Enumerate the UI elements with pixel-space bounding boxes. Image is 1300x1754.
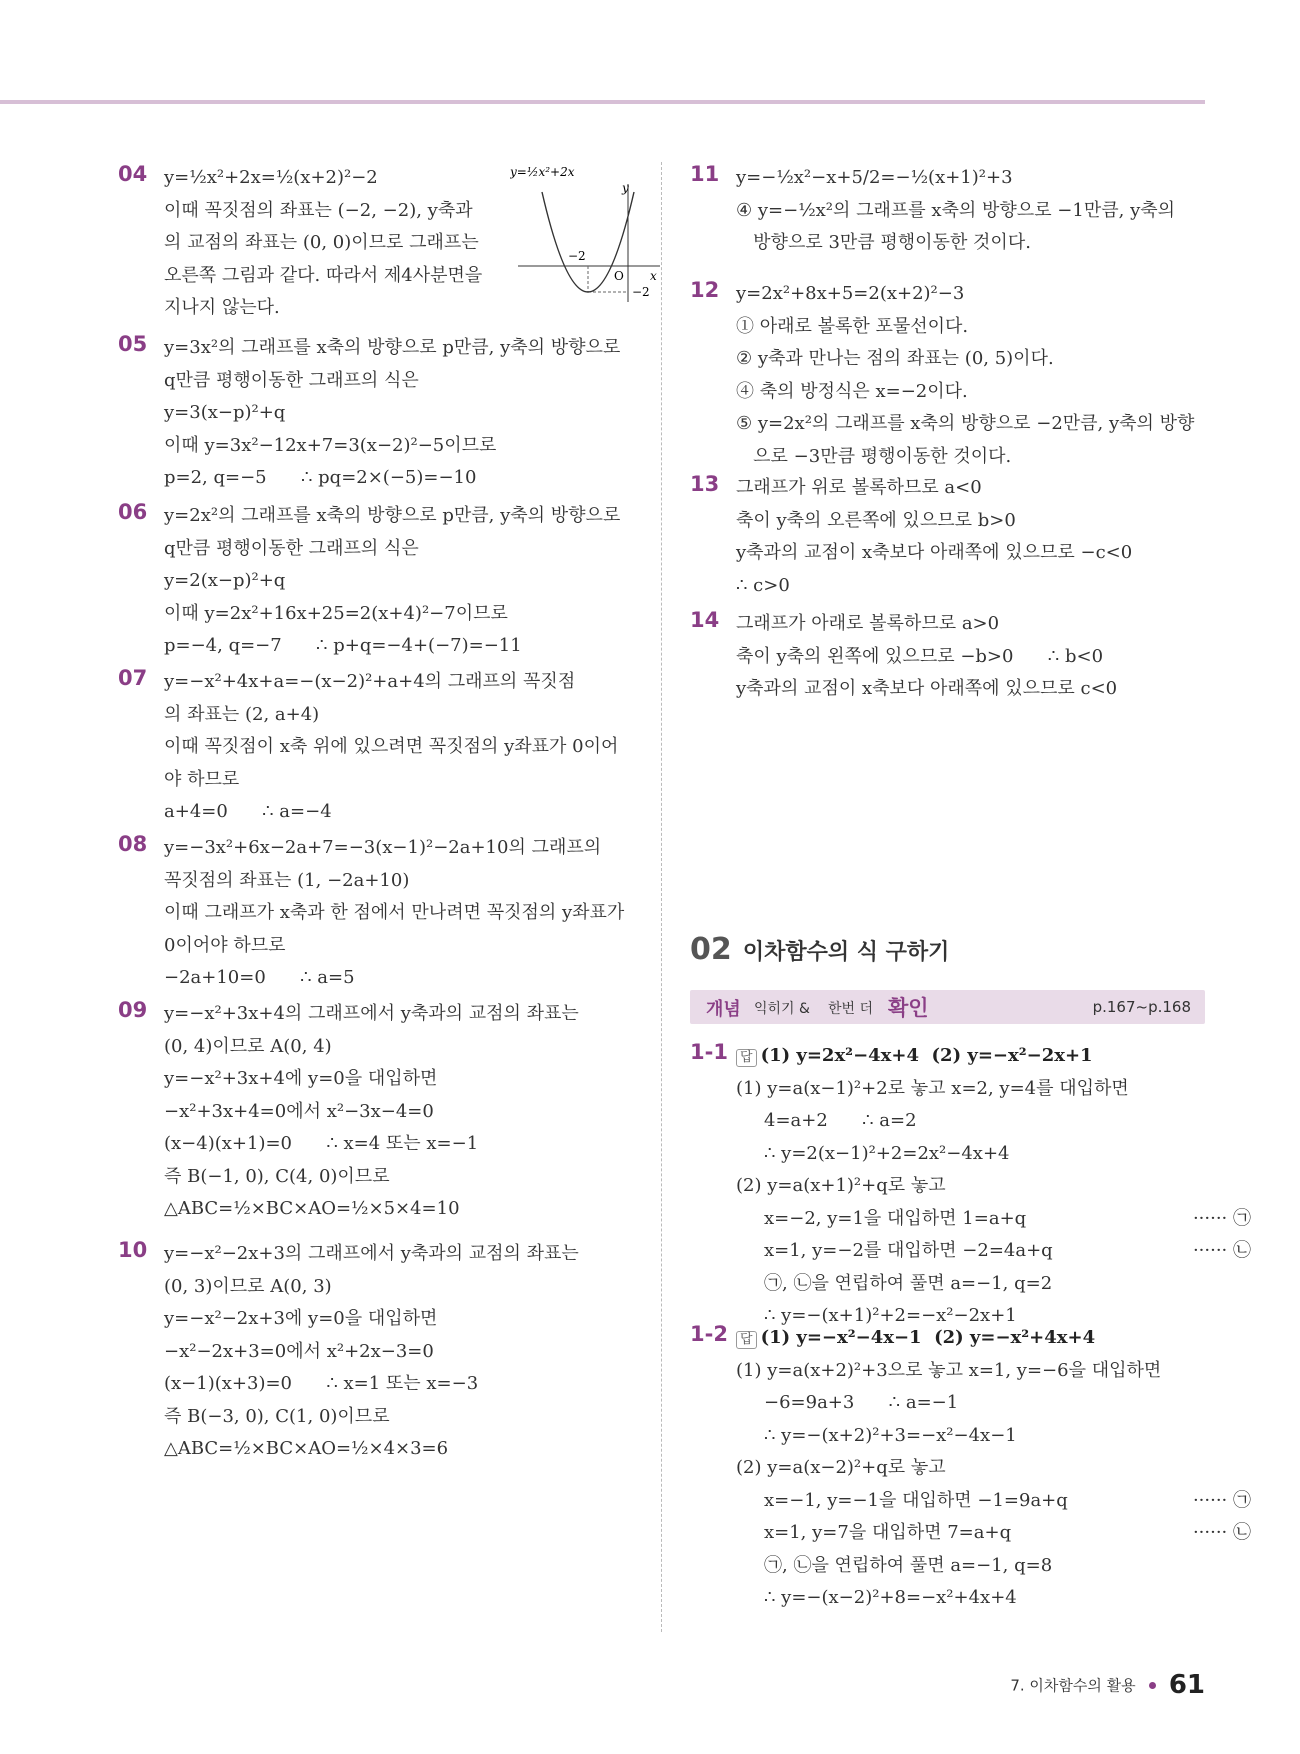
graph-y-label: y — [622, 181, 629, 195]
graph-origin: O — [614, 269, 624, 283]
section-title: 이차함수의 식 구하기 — [742, 940, 950, 965]
solution-line: y축과의 교점이 x축보다 아래쪽에 있으므로 c<0 — [736, 678, 1118, 699]
problem-05 — [118, 332, 684, 495]
solution-text: x=1, y=7을 대입하면 7=a+q — [764, 1522, 1012, 1543]
equation-marker: ······ ㉡ — [1192, 1522, 1251, 1543]
banner-check: 확인 — [888, 996, 929, 1020]
solution-line: 축이 y축의 왼쪽에 있으므로 −b>0 ∴ b<0 — [736, 645, 1104, 667]
solution-line: y=½x²+2x=½(x+2)²−2 — [164, 167, 378, 188]
solution-text: ∴ y=−(x−2)²+8=−x²+4x+4 — [764, 1587, 1017, 1608]
equation-marker: ······ ㉡ — [1192, 1240, 1251, 1261]
solution-line: 이때 그래프가 x축과 한 점에서 만나려면 꼭짓점의 y좌표가 — [164, 902, 625, 923]
problem-number: 10 — [118, 1238, 148, 1262]
solution-line: ⑤ y=2x²의 그래프를 x축의 방향으로 −2만큼, y축의 방향 — [736, 413, 1195, 434]
footer-dot — [1149, 1682, 1156, 1689]
solution-line: (x−4)(x+1)=0 ∴ x=4 또는 x=−1 — [164, 1133, 479, 1154]
solution-line — [736, 1235, 1251, 1268]
header-rule — [0, 100, 1205, 104]
solution-line: 으로 −3만큼 평행이동한 것이다. — [736, 445, 1012, 467]
solution-line: ① 아래로 볼록한 포물선이다. — [736, 315, 969, 337]
solution-text: ∴ y=−(x+2)²+3=−x²−4x−1 — [764, 1424, 1017, 1446]
solution-line: (0, 4)이므로 A(0, 4) — [164, 1035, 332, 1057]
problem-number: 06 — [118, 500, 148, 524]
solution-line — [736, 1485, 1251, 1518]
problem-number: 13 — [690, 472, 720, 496]
solution-text: 4=a+2 ∴ a=2 — [764, 1110, 917, 1131]
problem-06 — [118, 500, 684, 663]
banner-pages: p.167~p.168 — [1092, 998, 1191, 1016]
problem-07 — [118, 666, 684, 829]
banner-again: 한번 더 — [828, 1001, 874, 1017]
solution-line — [736, 1582, 1251, 1615]
solution-text: x=1, y=−2를 대입하면 −2=4a+q — [764, 1240, 1053, 1261]
graph-y-tick: −2 — [632, 285, 650, 299]
solution-text: −6=9a+3 ∴ a=−1 — [764, 1392, 959, 1413]
solution-line: p=−4, q=−7 ∴ p+q=−4+(−7)=−11 — [164, 635, 522, 656]
problem-number: 08 — [118, 832, 148, 856]
solution-line — [736, 1517, 1251, 1550]
problem-10 — [118, 1238, 684, 1466]
solution-line — [736, 1268, 1251, 1301]
solution-line — [736, 1170, 1251, 1203]
solution-line: 즉 B(−3, 0), C(1, 0)이므로 — [164, 1405, 390, 1427]
problem-number: 04 — [118, 162, 148, 186]
solution-text: x=−2, y=1을 대입하면 1=a+q — [764, 1207, 1027, 1229]
solution-text: (1) y=a(x−1)²+2로 놓고 x=2, y=4를 대입하면 — [736, 1077, 1129, 1099]
problem-12 — [690, 278, 1251, 473]
graph-x-tick: −2 — [568, 249, 586, 263]
solution-line — [736, 1203, 1251, 1236]
problem-number: 09 — [118, 998, 148, 1022]
solution-line: q만큼 평행이동한 그래프의 식은 — [164, 369, 419, 391]
graph-equation: y=½x²+2x — [510, 165, 575, 179]
solution-line: 축이 y축의 오른쪽에 있으므로 b>0 — [736, 509, 1016, 531]
solution-line: y=−x²−2x+3의 그래프에서 y축과의 교점의 좌표는 — [164, 1243, 579, 1264]
solution-line: ④ 축의 방정식은 x=−2이다. — [736, 380, 968, 402]
solution-line: y=2x²+8x+5=2(x+2)²−3 — [736, 283, 965, 304]
solution-line — [736, 1452, 1251, 1485]
solution-line: y=−3x²+6x−2a+7=−3(x−1)²−2a+10의 그래프의 — [164, 837, 602, 858]
solution-line — [736, 1105, 1251, 1138]
solution-text: ㉠, ㉡을 연립하여 풀면 a=−1, q=2 — [764, 1272, 1053, 1294]
solution-line: y=2(x−p)²+q — [164, 570, 286, 591]
solution-text: x=−1, y=−1을 대입하면 −1=9a+q — [764, 1489, 1068, 1511]
section-number: 02 — [690, 932, 732, 967]
solution-line: △ABC=½×BC×AO=½×5×4=10 — [164, 1198, 460, 1219]
solution-line: 이때 y=3x²−12x+7=3(x−2)²−5이므로 — [164, 434, 497, 456]
page-footer — [1010, 1670, 1205, 1700]
solution-line: y=−x²+4x+a=−(x−2)²+a+4의 그래프의 꼭짓점 — [164, 671, 576, 692]
solution-line: 지나지 않는다. — [164, 297, 280, 318]
solution-line: p=2, q=−5 ∴ pq=2×(−5)=−10 — [164, 467, 477, 488]
solution-line: 야 하므로 — [164, 768, 240, 790]
solution-line: y=2x²의 그래프를 x축의 방향으로 p만큼, y축의 방향으로 — [164, 505, 621, 526]
solution-line: ② y축과 만나는 점의 좌표는 (0, 5)이다. — [736, 348, 1054, 369]
solution-line: 즉 B(−1, 0), C(4, 0)이므로 — [164, 1165, 390, 1187]
answer-number: 1-2 — [690, 1322, 728, 1346]
problem-14 — [690, 608, 1251, 706]
solution-line: 꼭짓점의 좌표는 (1, −2a+10) — [164, 869, 410, 891]
solution-line: 방향으로 3만큼 평행이동한 것이다. — [736, 232, 1031, 253]
banner-concept: 개념 — [706, 999, 741, 1020]
answer-text: (1) y=−x²−4x−1 (2) y=−x²+4x+4 — [760, 1327, 1096, 1348]
solution-line: 의 교점의 좌표는 (0, 0)이므로 그래프는 — [164, 232, 479, 253]
solution-line — [736, 1420, 1251, 1453]
solution-line — [736, 1138, 1251, 1171]
equation-marker: ······ ㉠ — [1192, 1489, 1251, 1511]
answer-line — [736, 1322, 1251, 1355]
parabola-graph — [510, 162, 660, 307]
solution-line — [736, 1550, 1251, 1583]
answer-tag: 답 — [736, 1049, 757, 1067]
solution-line: 그래프가 아래로 볼록하므로 a>0 — [736, 613, 1000, 634]
problem-11 — [690, 162, 1251, 260]
problem-number: 11 — [690, 162, 720, 186]
solution-line — [736, 1073, 1251, 1106]
solution-line: 이때 y=2x²+16x+25=2(x+4)²−7이므로 — [164, 602, 508, 624]
solution-line — [736, 1387, 1251, 1420]
solution-line: −x²−2x+3=0에서 x²+2x−3=0 — [164, 1340, 434, 1362]
equation-marker: ······ ㉠ — [1192, 1207, 1251, 1229]
graph-x-label: x — [650, 269, 657, 283]
solution-line: y=−x²−2x+3에 y=0을 대입하면 — [164, 1308, 438, 1329]
solution-text: (2) y=a(x−2)²+q로 놓고 — [736, 1457, 946, 1478]
solution-text: ㉠, ㉡을 연립하여 풀면 a=−1, q=8 — [764, 1554, 1053, 1576]
solution-line: 오른쪽 그림과 같다. 따라서 제4사분면을 — [164, 264, 483, 286]
answer-line — [736, 1040, 1251, 1073]
solution-line — [736, 1355, 1251, 1388]
solution-line: y축과의 교점이 x축보다 아래쪽에 있으므로 −c<0 — [736, 542, 1133, 563]
solution-text: (2) y=a(x+1)²+q로 놓고 — [736, 1175, 946, 1196]
solution-line: y=−x²+3x+4의 그래프에서 y축과의 교점의 좌표는 — [164, 1003, 579, 1024]
answer-1-1 — [690, 1040, 1251, 1333]
solution-line: 의 좌표는 (2, a+4) — [164, 703, 320, 725]
solution-line: (0, 3)이므로 A(0, 3) — [164, 1275, 332, 1297]
problem-number: 14 — [690, 608, 720, 632]
problem-09 — [118, 998, 684, 1226]
solution-line: ∴ c>0 — [736, 574, 790, 596]
problem-number: 12 — [690, 278, 720, 302]
banner-learn: 익히기 & — [754, 1001, 810, 1017]
solution-text: (1) y=a(x+2)²+3으로 놓고 x=1, y=−6을 대입하면 — [736, 1359, 1162, 1381]
answer-1-2 — [690, 1322, 1251, 1615]
answer-text: (1) y=2x²−4x+4 (2) y=−x²−2x+1 — [760, 1045, 1093, 1066]
solution-line: 그래프가 위로 볼록하므로 a<0 — [736, 477, 982, 498]
solution-line: −x²+3x+4=0에서 x²−3x−4=0 — [164, 1100, 434, 1122]
solution-line: (x−1)(x+3)=0 ∴ x=1 또는 x=−3 — [164, 1373, 479, 1394]
solution-text: ∴ y=2(x−1)²+2=2x²−4x+4 — [764, 1142, 1010, 1164]
solution-text: ∴ y=−(x+1)²+2=−x²−2x+1 — [764, 1305, 1017, 1326]
footer-chapter: 7. 이차함수의 활용 — [1010, 1676, 1136, 1695]
solution-line: y=3x²의 그래프를 x축의 방향으로 p만큼, y축의 방향으로 — [164, 337, 621, 358]
section-heading — [690, 932, 1210, 982]
solution-line: −2a+10=0 ∴ a=5 — [164, 967, 355, 988]
solution-line: 0이어야 하므로 — [164, 934, 286, 956]
solution-line: a+4=0 ∴ a=−4 — [164, 801, 332, 822]
solution-line: ④ y=−½x²의 그래프를 x축의 방향으로 −1만큼, y축의 — [736, 199, 1176, 221]
answer-number: 1-1 — [690, 1040, 728, 1064]
problem-13 — [690, 472, 1251, 602]
concept-banner — [690, 990, 1205, 1024]
solution-line: △ABC=½×BC×AO=½×4×3=6 — [164, 1438, 449, 1459]
solution-line: 이때 꼭짓점이 x축 위에 있으려면 꼭짓점의 y좌표가 0이어 — [164, 736, 619, 757]
solution-line: 이때 꼭짓점의 좌표는 (−2, −2), y축과 — [164, 199, 473, 221]
answer-tag: 답 — [736, 1331, 757, 1349]
problem-number: 05 — [118, 332, 148, 356]
solution-line: q만큼 평행이동한 그래프의 식은 — [164, 537, 419, 559]
page-number: 61 — [1168, 1670, 1205, 1700]
problem-08 — [118, 832, 684, 995]
solution-line: y=−x²+3x+4에 y=0을 대입하면 — [164, 1068, 438, 1089]
solution-line: y=−½x²−x+5/2=−½(x+1)²+3 — [736, 167, 1013, 188]
solution-line: y=3(x−p)²+q — [164, 402, 286, 423]
problem-number: 07 — [118, 666, 148, 690]
